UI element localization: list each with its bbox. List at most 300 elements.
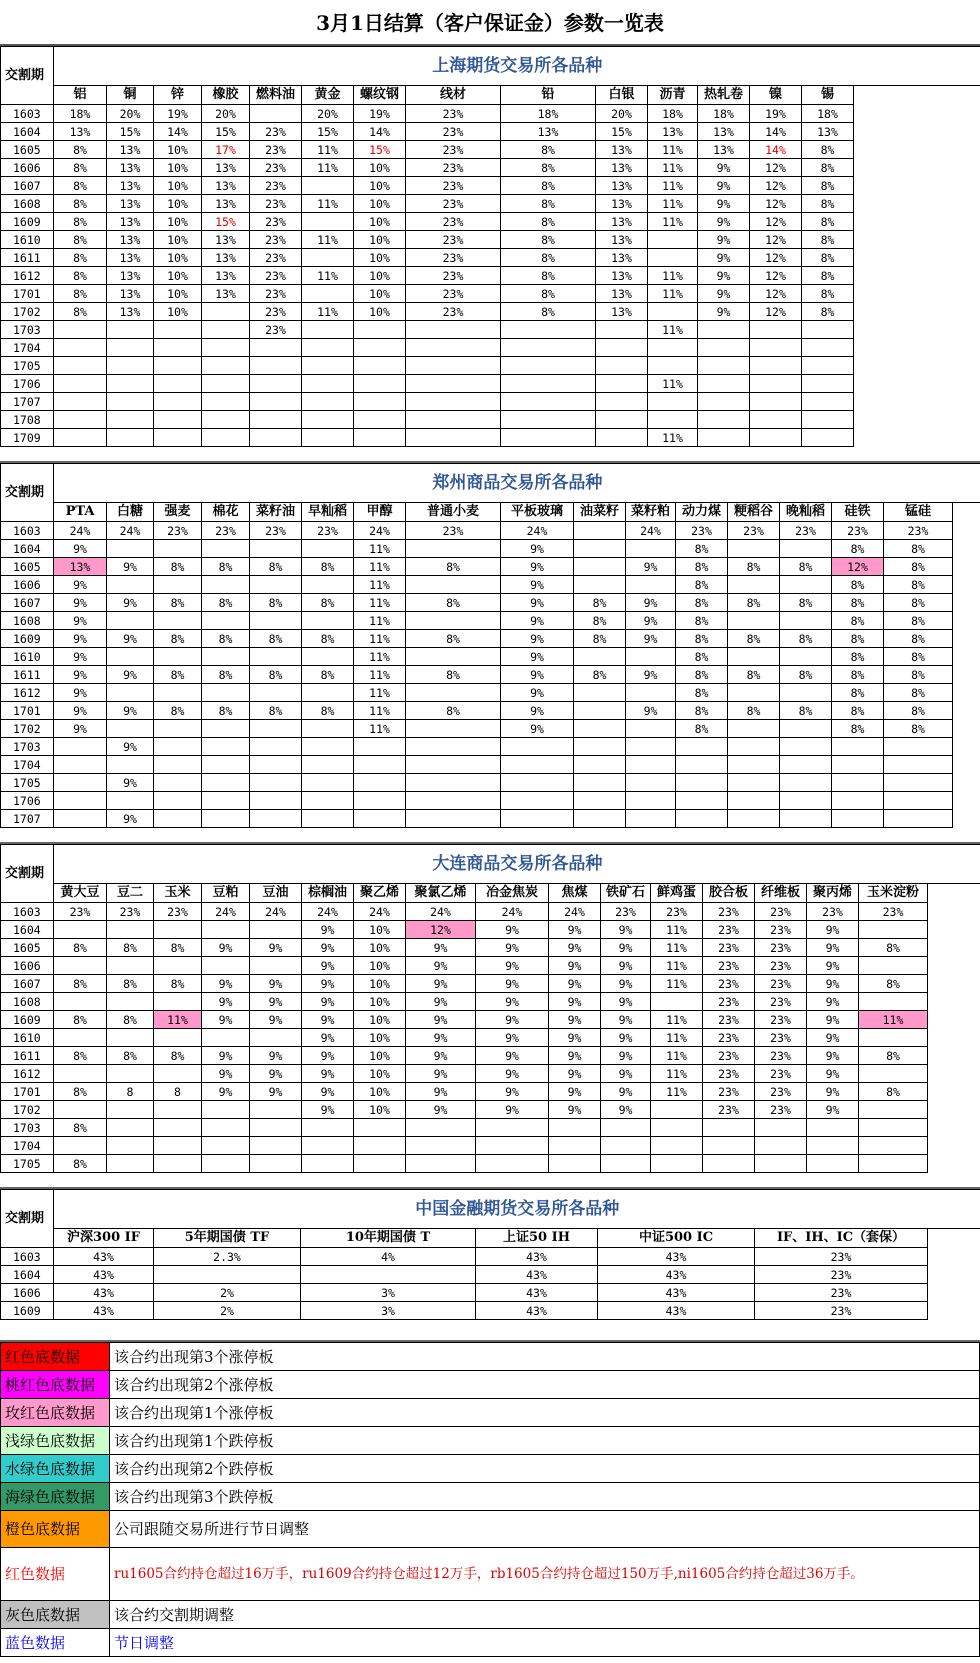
- margin-cell: [780, 540, 832, 558]
- margin-cell: 8%: [832, 648, 884, 666]
- legend-swatch: 浅绿色底数据: [1, 1427, 110, 1455]
- margin-cell: 13%: [596, 141, 648, 159]
- blank-cell: [928, 1029, 980, 1047]
- column-header: 中证500 IC: [598, 1229, 755, 1248]
- margin-cell: [406, 357, 501, 375]
- margin-cell: 13%: [107, 267, 154, 285]
- blank-cell: [953, 702, 980, 720]
- delivery-month: 1609: [1, 213, 54, 231]
- margin-cell: [574, 810, 626, 828]
- margin-cell: [406, 720, 501, 738]
- margin-cell: [302, 810, 354, 828]
- margin-cell: 8%: [780, 558, 832, 576]
- margin-cell: 11%: [651, 975, 703, 993]
- blank-cell: [928, 975, 980, 993]
- margin-cell: 9%: [302, 1083, 354, 1101]
- margin-cell: 23%: [755, 975, 807, 993]
- margin-cell: [302, 339, 354, 357]
- margin-cell: [107, 957, 154, 975]
- margin-cell: [501, 357, 596, 375]
- column-header: 玉米: [154, 884, 202, 903]
- legend-swatch: 红色底数据: [1, 1343, 110, 1371]
- margin-cell: 9%: [476, 975, 549, 993]
- margin-cell: [202, 375, 250, 393]
- margin-cell: 8%: [884, 666, 953, 684]
- delivery-month: 1706: [1, 375, 54, 393]
- margin-cell: 11%: [354, 540, 406, 558]
- margin-cell: 12%: [750, 159, 802, 177]
- margin-cell: 11%: [354, 720, 406, 738]
- margin-cell: [302, 612, 354, 630]
- margin-cell: 9%: [601, 1029, 651, 1047]
- margin-cell: [802, 321, 854, 339]
- table-row: [1, 792, 980, 810]
- margin-cell: [780, 738, 832, 756]
- blank-cell: [854, 357, 980, 375]
- margin-cell: [780, 792, 832, 810]
- margin-cell: 23%: [250, 141, 302, 159]
- margin-cell: 9%: [54, 594, 107, 612]
- margin-cell: 8%: [802, 195, 854, 213]
- margin-cell: 11%: [648, 375, 698, 393]
- margin-cell: 9%: [302, 993, 354, 1011]
- margin-cell: 9%: [501, 594, 574, 612]
- margin-cell: 13%: [107, 249, 154, 267]
- table-row: [1, 195, 980, 213]
- margin-cell: [574, 774, 626, 792]
- margin-cell: [250, 648, 302, 666]
- table-row: [1, 702, 980, 720]
- margin-cell: 9%: [601, 1047, 651, 1065]
- margin-cell: 3%: [301, 1284, 476, 1302]
- margin-cell: [406, 648, 501, 666]
- margin-cell: 8%: [802, 267, 854, 285]
- margin-cell: [250, 612, 302, 630]
- margin-cell: 17%: [202, 141, 250, 159]
- margin-cell: 12%: [750, 267, 802, 285]
- margin-cell: 10%: [154, 285, 202, 303]
- margin-cell: 9%: [250, 1065, 302, 1083]
- margin-cell: [676, 810, 728, 828]
- margin-cell: [648, 303, 698, 321]
- column-header: 动力煤: [676, 503, 728, 522]
- table-row: [1, 684, 980, 702]
- margin-cell: [154, 429, 202, 447]
- section-gap: [0, 1173, 980, 1189]
- legend-text: ru1605合约持仓超过16万手，ru1609合约持仓超过12万手，rb1605合约持仓超过150万手,ni1605合约持仓超过36万手。: [110, 1548, 980, 1601]
- margin-cell: [884, 810, 953, 828]
- blank-cell: [854, 393, 980, 411]
- blank-cell: [953, 810, 980, 828]
- margin-cell: 9%: [698, 177, 750, 195]
- margin-cell: 8%: [859, 975, 928, 993]
- blank-cell: [854, 159, 980, 177]
- margin-cell: [406, 1137, 476, 1155]
- margin-cell: 9%: [807, 1065, 859, 1083]
- margin-cell: 9%: [250, 975, 302, 993]
- table-row: [1, 1266, 980, 1284]
- margin-cell: [154, 576, 202, 594]
- margin-cell: 8%: [574, 594, 626, 612]
- margin-cell: 9%: [807, 975, 859, 993]
- margin-cell: 11%: [651, 939, 703, 957]
- margin-cell: 9%: [54, 702, 107, 720]
- margin-cell: 8%: [501, 303, 596, 321]
- margin-cell: [755, 1137, 807, 1155]
- delivery-month: 1703: [1, 321, 54, 339]
- margin-cell: 43%: [476, 1248, 598, 1266]
- margin-cell: 10%: [154, 159, 202, 177]
- margin-cell: 10%: [354, 231, 406, 249]
- margin-cell: 9%: [501, 612, 574, 630]
- column-header: 菜籽油: [250, 503, 302, 522]
- margin-cell: [476, 1119, 549, 1137]
- margin-cell: [302, 1155, 354, 1173]
- blank-cell: [928, 1266, 980, 1284]
- margin-cell: 9%: [626, 630, 676, 648]
- margin-cell: 8%: [406, 594, 501, 612]
- margin-cell: [780, 774, 832, 792]
- margin-cell: 8%: [501, 267, 596, 285]
- margin-cell: 11%: [302, 159, 354, 177]
- margin-cell: 12%: [750, 177, 802, 195]
- blank-cell: [928, 1065, 980, 1083]
- margin-cell: 9%: [302, 1011, 354, 1029]
- margin-cell: 9%: [549, 939, 601, 957]
- margin-cell: [676, 774, 728, 792]
- margin-cell: [651, 993, 703, 1011]
- table-row: [1, 648, 980, 666]
- table-row: [1, 1029, 980, 1047]
- margin-cell: 10%: [154, 267, 202, 285]
- margin-cell: 8%: [676, 630, 728, 648]
- margin-cell: 15%: [202, 123, 250, 141]
- margin-cell: 8%: [250, 630, 302, 648]
- margin-cell: 9%: [549, 1083, 601, 1101]
- margin-cell: 8%: [154, 630, 202, 648]
- legend-swatch: 水绿色底数据: [1, 1455, 110, 1483]
- blank-cell: [854, 123, 980, 141]
- margin-cell: 11%: [648, 177, 698, 195]
- margin-cell: 9%: [476, 993, 549, 1011]
- margin-cell: 9%: [302, 975, 354, 993]
- delivery-month: 1608: [1, 195, 54, 213]
- margin-cell: [728, 612, 780, 630]
- margin-cell: 8%: [728, 558, 780, 576]
- margin-cell: [302, 1119, 354, 1137]
- margin-cell: [154, 648, 202, 666]
- margin-cell: [54, 756, 107, 774]
- margin-cell: 9%: [107, 630, 154, 648]
- margin-cell: [250, 105, 302, 123]
- page-title: 3月1日结算（客户保证金）参数一览表: [0, 0, 980, 46]
- margin-cell: 9%: [698, 303, 750, 321]
- margin-cell: 18%: [698, 105, 750, 123]
- margin-cell: [549, 1119, 601, 1137]
- margin-cell: [302, 540, 354, 558]
- section-gap: [0, 828, 980, 844]
- column-header: 晚籼稻: [780, 503, 832, 522]
- margin-cell: 9%: [549, 957, 601, 975]
- delivery-month: 1704: [1, 756, 54, 774]
- margin-cell: [202, 1119, 250, 1137]
- margin-cell: [596, 429, 648, 447]
- margin-cell: 8%: [54, 1011, 107, 1029]
- margin-cell: 11%: [648, 213, 698, 231]
- column-header: 粳稻谷: [728, 503, 780, 522]
- margin-cell: [501, 429, 596, 447]
- margin-cell: 8%: [250, 666, 302, 684]
- legend-row: [1, 1455, 980, 1483]
- margin-cell: 9%: [54, 630, 107, 648]
- blank-cell: [953, 630, 980, 648]
- delivery-month: 1604: [1, 921, 54, 939]
- margin-cell: [154, 1266, 301, 1284]
- margin-cell: 23%: [755, 1065, 807, 1083]
- delivery-month: 1604: [1, 1266, 54, 1284]
- margin-cell: 23%: [406, 285, 501, 303]
- margin-cell: 8%: [802, 159, 854, 177]
- delivery-month: 1612: [1, 684, 54, 702]
- margin-cell: 8%: [676, 612, 728, 630]
- margin-cell: 9%: [501, 540, 574, 558]
- margin-cell: 24%: [302, 903, 354, 921]
- margin-cell: 23%: [406, 213, 501, 231]
- margin-cell: 9%: [406, 975, 476, 993]
- delivery-month: 1611: [1, 1047, 54, 1065]
- table-row: [1, 756, 980, 774]
- margin-cell: 9%: [807, 957, 859, 975]
- blank-cell: [953, 774, 980, 792]
- margin-cell: 23%: [107, 903, 154, 921]
- margin-cell: [802, 339, 854, 357]
- margin-cell: [780, 810, 832, 828]
- column-header: 菜籽粕: [626, 503, 676, 522]
- margin-cell: 9%: [406, 1083, 476, 1101]
- margin-cell: 9%: [698, 159, 750, 177]
- margin-cell: 9%: [626, 702, 676, 720]
- margin-cell: [698, 393, 750, 411]
- margin-cell: 23%: [755, 1266, 928, 1284]
- margin-cell: 9%: [107, 810, 154, 828]
- margin-cell: 23%: [755, 1083, 807, 1101]
- margin-cell: 8%: [884, 702, 953, 720]
- margin-cell: [728, 576, 780, 594]
- table-row: [1, 594, 980, 612]
- table-row: [1, 429, 980, 447]
- margin-cell: [755, 1119, 807, 1137]
- margin-cell: [250, 921, 302, 939]
- margin-cell: [302, 393, 354, 411]
- table-row: [1, 249, 980, 267]
- delivery-month: 1702: [1, 720, 54, 738]
- margin-cell: [54, 1137, 107, 1155]
- column-header: 聚乙烯: [354, 884, 406, 903]
- margin-cell: 10%: [354, 1083, 406, 1101]
- delivery-month: 1701: [1, 285, 54, 303]
- delivery-month: 1606: [1, 576, 54, 594]
- blank-cell: [928, 1302, 980, 1320]
- margin-cell: 10%: [354, 1101, 406, 1119]
- table-row: [1, 339, 980, 357]
- margin-cell: [250, 357, 302, 375]
- margin-cell: [802, 357, 854, 375]
- margin-cell: 8%: [302, 702, 354, 720]
- margin-cell: 9%: [476, 1101, 549, 1119]
- margin-cell: 12%: [406, 921, 476, 939]
- margin-cell: [406, 684, 501, 702]
- table-row: [1, 921, 980, 939]
- table-row: [1, 375, 980, 393]
- margin-cell: 13%: [202, 159, 250, 177]
- table-row: [1, 993, 980, 1011]
- margin-cell: 9%: [302, 1029, 354, 1047]
- table-row: [1, 177, 980, 195]
- column-header: 沥青: [648, 86, 698, 105]
- margin-cell: [574, 540, 626, 558]
- margin-cell: 2%: [154, 1284, 301, 1302]
- legend-row: [1, 1511, 980, 1548]
- margin-cell: [54, 774, 107, 792]
- delivery-month: 1603: [1, 105, 54, 123]
- margin-cell: 9%: [807, 921, 859, 939]
- margin-cell: 15%: [596, 123, 648, 141]
- margin-cell: 8%: [832, 594, 884, 612]
- margin-cell: [107, 993, 154, 1011]
- margin-cell: [780, 576, 832, 594]
- margin-cell: [202, 576, 250, 594]
- margin-cell: [750, 339, 802, 357]
- margin-cell: 8%: [832, 576, 884, 594]
- margin-cell: 9%: [501, 576, 574, 594]
- margin-cell: 9%: [302, 1047, 354, 1065]
- margin-cell: [354, 810, 406, 828]
- margin-cell: [54, 321, 107, 339]
- margin-cell: [54, 411, 107, 429]
- margin-cell: [501, 411, 596, 429]
- margin-cell: [302, 648, 354, 666]
- margin-cell: 43%: [54, 1248, 154, 1266]
- column-header: 普通小麦: [406, 503, 501, 522]
- margin-cell: 8%: [406, 630, 501, 648]
- table-row: [1, 558, 980, 576]
- margin-cell: [202, 321, 250, 339]
- margin-cell: [703, 1137, 755, 1155]
- margin-cell: [107, 540, 154, 558]
- margin-cell: [302, 792, 354, 810]
- margin-cell: [406, 429, 501, 447]
- margin-cell: [202, 612, 250, 630]
- margin-cell: [501, 774, 574, 792]
- blank-cell: [928, 884, 980, 903]
- margin-cell: 9%: [807, 1083, 859, 1101]
- blank-cell: [854, 105, 980, 123]
- margin-cell: 9%: [601, 1101, 651, 1119]
- margin-cell: [250, 720, 302, 738]
- margin-cell: 9%: [476, 957, 549, 975]
- margin-cell: [202, 648, 250, 666]
- legend-text: 该合约出现第3个跌停板: [110, 1483, 980, 1511]
- margin-cell: [54, 339, 107, 357]
- margin-cell: 13%: [54, 123, 107, 141]
- margin-cell: [154, 738, 202, 756]
- margin-cell: [250, 1101, 302, 1119]
- margin-cell: 9%: [601, 1065, 651, 1083]
- legend-swatch: 橙色底数据: [1, 1511, 110, 1548]
- margin-cell: 23%: [406, 249, 501, 267]
- margin-cell: 9%: [807, 1101, 859, 1119]
- margin-cell: [154, 540, 202, 558]
- margin-cell: [54, 375, 107, 393]
- margin-cell: [676, 792, 728, 810]
- margin-cell: 10%: [154, 231, 202, 249]
- delivery-month: 1707: [1, 810, 54, 828]
- margin-cell: [574, 684, 626, 702]
- margin-cell: [651, 1101, 703, 1119]
- margin-cell: 8%: [574, 666, 626, 684]
- margin-cell: 9%: [476, 1083, 549, 1101]
- margin-cell: 23%: [728, 522, 780, 540]
- delivery-month: 1611: [1, 666, 54, 684]
- margin-cell: 9%: [501, 720, 574, 738]
- margin-cell: [154, 957, 202, 975]
- margin-cell: 8%: [302, 558, 354, 576]
- margin-cell: [302, 684, 354, 702]
- column-header: 硅铁: [832, 503, 884, 522]
- margin-cell: [501, 810, 574, 828]
- margin-cell: 8%: [501, 177, 596, 195]
- margin-cell: 8%: [202, 702, 250, 720]
- margin-cell: 23%: [832, 522, 884, 540]
- margin-cell: 43%: [476, 1302, 598, 1320]
- margin-cell: [750, 429, 802, 447]
- margin-cell: 9%: [549, 1047, 601, 1065]
- blank-cell: [953, 503, 980, 522]
- margin-cell: 8%: [501, 285, 596, 303]
- margin-cell: 9%: [698, 213, 750, 231]
- blank-cell: [854, 429, 980, 447]
- margin-cell: [728, 684, 780, 702]
- exchange-table: [0, 844, 980, 1173]
- margin-cell: 9%: [626, 558, 676, 576]
- margin-cell: 8%: [54, 195, 107, 213]
- legend-text: 节日调整: [110, 1629, 980, 1657]
- exchange-name: 郑州商品交易所各品种: [54, 464, 980, 503]
- delivery-month: 1612: [1, 267, 54, 285]
- column-header: 锡: [802, 86, 854, 105]
- margin-cell: 8%: [501, 195, 596, 213]
- margin-cell: [107, 1029, 154, 1047]
- margin-cell: 11%: [651, 921, 703, 939]
- margin-cell: 23%: [755, 921, 807, 939]
- margin-cell: [859, 993, 928, 1011]
- margin-cell: 13%: [107, 231, 154, 249]
- margin-cell: [596, 339, 648, 357]
- delivery-month: 1702: [1, 303, 54, 321]
- margin-cell: [574, 702, 626, 720]
- margin-cell: [750, 321, 802, 339]
- margin-cell: 11%: [354, 612, 406, 630]
- margin-cell: [250, 756, 302, 774]
- delivery-month: 1606: [1, 159, 54, 177]
- margin-cell: [202, 1101, 250, 1119]
- margin-cell: [302, 321, 354, 339]
- legend-swatch: 灰色底数据: [1, 1601, 110, 1629]
- margin-cell: 13%: [501, 123, 596, 141]
- margin-cell: 13%: [596, 285, 648, 303]
- margin-cell: [750, 357, 802, 375]
- margin-cell: [154, 993, 202, 1011]
